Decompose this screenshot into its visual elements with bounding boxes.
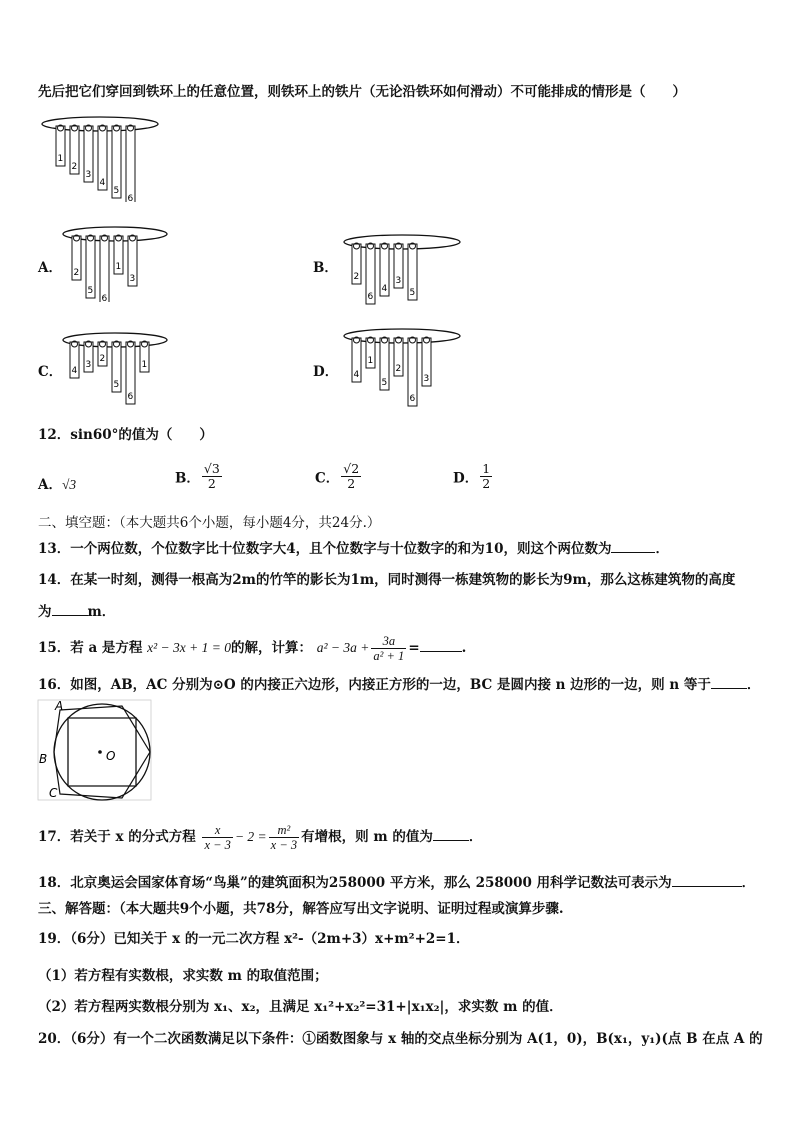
q17-post: 有增根，则 m 的值为	[301, 829, 433, 845]
iron-piece	[100, 236, 109, 302]
iron-piece-label: 1	[115, 262, 122, 272]
iron-piece-label: 2	[395, 364, 402, 374]
iron-piece-label: 3	[423, 374, 430, 384]
option-d-label: D．	[313, 364, 339, 380]
section-2-heading: 二、填空题：（本大题共6个小题，每小题4分，共24分.）	[38, 515, 381, 531]
ring-figure-a[interactable]	[60, 222, 170, 302]
q18-answer-blank[interactable]	[672, 874, 742, 887]
ring-figure-c[interactable]	[60, 328, 170, 408]
q13: 13．一个两位数，个位数字比十位数字大4，且个位数字与十位数字的和为10，则这个两位数为 ．	[38, 541, 669, 557]
iron-piece-label: 6	[127, 194, 134, 202]
q15: 15．若 a 是方程 x² − 3x + 1 = 0的解，计算： a² − 3a + $\frac{3a}{\text{a² + 1}}$ = .	[38, 634, 467, 663]
q13-answer-blank[interactable]	[611, 540, 655, 553]
q15-num: 3a	[371, 634, 406, 649]
q12-option-c-label: C．	[315, 470, 340, 487]
ring-figure-d[interactable]	[340, 324, 465, 412]
iron-piece-label: 5	[409, 288, 416, 298]
q17-mid: − 2 =	[234, 829, 267, 844]
ring-figure-b[interactable]	[340, 230, 465, 305]
q14-line2	[38, 603, 115, 621]
iron-piece-label: 3	[85, 360, 92, 370]
iron-piece-label: 2	[99, 354, 106, 364]
q12-option-d-den: 2	[482, 476, 491, 491]
q19: 19．（6分）已知关于 x 的一元二次方程 x²-（2m+3）x+m²+2=1．	[38, 931, 470, 947]
iron-piece-label: 4	[71, 366, 78, 376]
label-o: O	[106, 749, 116, 763]
q19-part1: （1）若方程有实数根，求实数 m 的取值范围；	[38, 968, 328, 984]
iron-piece-label: 2	[73, 268, 80, 278]
iron-piece-label: 5	[87, 286, 94, 296]
iron-piece-label: 4	[381, 284, 388, 294]
q12-option-a-math: √3	[61, 477, 77, 492]
q12-option-d[interactable]	[453, 462, 494, 491]
q17-den2: x − 3	[270, 838, 298, 852]
q13-text: 13．一个两位数，个位数字比十位数字大4，且个位数字与十位数字的和为10，则这个两位数为	[38, 541, 612, 557]
q19-part2: （2）若方程两实数根分别为 x₁、x₂，且满足 x₁²+x₂²=31+|x₁x₂|，求实数 m 的值．	[38, 999, 563, 1015]
q12-option-c[interactable]	[315, 462, 363, 491]
q15-expr: a² − 3a +	[316, 640, 370, 655]
q12-option-d-num: 1	[482, 461, 491, 476]
q17-pre: 17．若关于 x 的分式方程	[38, 829, 196, 845]
q12-option-a[interactable]	[38, 473, 76, 493]
iron-piece-label: 4	[353, 370, 360, 380]
q18: 18．北京奥运会国家体育场“鸟巢”的建筑面积为258000 平方米，那么 258000 用科学记数法可表示为 ．	[38, 875, 756, 891]
q15-mid: 的解，计算：	[231, 640, 313, 656]
iron-piece-label: 5	[113, 380, 120, 390]
q12-option-a-label: A．	[38, 477, 62, 493]
q16: 16．如图，AB，AC 分别为⊙O 的内接正六边形，内接正方形的一边，BC 是圆内接 n 边形的一边，则 n 等于 ．	[38, 677, 761, 693]
iron-piece-label: 2	[71, 162, 78, 172]
iron-piece-label: 3	[395, 276, 402, 286]
label-c: C	[49, 786, 58, 800]
q15-answer-blank[interactable]	[420, 639, 462, 652]
section-3-heading: 三、解答题：（本大题共9个小题，共78分，解答应写出文字说明、证明过程或演算步骤.	[38, 901, 564, 917]
q17: 17．若关于 x 的分式方程 $\frac{x}{x - 3}$ − 2 = $\frac{\text{m²}}{x - 3}$ 有增根，则 m 的值为 ．	[38, 823, 483, 852]
q16-text: 16．如图，AB，AC 分别为⊙O 的内接正六边形，内接正方形的一边，BC 是圆内接 n 边形的一边，则 n 等于	[38, 677, 711, 693]
center-point	[98, 750, 102, 754]
iron-piece-label: 6	[409, 394, 416, 404]
label-a: A	[55, 699, 64, 713]
iron-piece-label: 3	[85, 170, 92, 180]
iron-piece-label: 6	[101, 294, 108, 302]
q12-option-b-num: √3	[203, 461, 220, 476]
option-c-label: C．	[38, 364, 63, 380]
q12-option-b-den: 2	[207, 476, 216, 491]
q17-num2: m²	[269, 823, 299, 838]
intro-text: 先后把它们穿回到铁环上的任意位置，则铁环上的铁片（无论沿铁环如何滑动）不可能排成的情形是（ ）	[38, 84, 686, 100]
q12-option-c-num: √2	[343, 461, 360, 476]
q14-answer-blank[interactable]	[52, 603, 88, 616]
q20: 20．（6分）有一个二次函数满足以下条件：①函数图象与 x 轴的交点坐标分别为 A(1，0)，B(x₁，y₁)(点 B 在点 A 的	[38, 1031, 763, 1047]
iron-piece-label: 2	[353, 272, 360, 282]
q14-line2-post: m．	[87, 604, 116, 620]
iron-piece	[126, 126, 135, 202]
label-b: B	[39, 752, 48, 766]
iron-piece-label: 1	[141, 360, 148, 370]
option-b-label: B．	[313, 260, 338, 276]
q14-line2-pre: 为	[38, 604, 52, 620]
iron-piece-label: 1	[367, 356, 374, 366]
q15-equation: x² − 3x + 1 = 0	[147, 640, 232, 655]
q18-text: 18．北京奥运会国家体育场“鸟巢”的建筑面积为258000 平方米，那么 258000 用科学记数法可表示为	[38, 875, 672, 891]
iron-piece-label: 5	[113, 186, 120, 196]
q17-den1: x − 3	[204, 838, 231, 852]
q14-line1: 14．在某一时刻，测得一根高为2m的竹竿的影长为1m，同时测得一栋建筑物的影长为9m，那么这栋建筑物的高度	[38, 572, 736, 588]
q12-option-d-label: D．	[453, 470, 479, 487]
q17-answer-blank[interactable]	[433, 828, 469, 841]
ring-figure-original	[38, 112, 163, 202]
iron-piece-label: 6	[367, 292, 374, 302]
iron-piece-label: 3	[129, 274, 136, 284]
iron-piece-label: 4	[99, 178, 106, 188]
q12-option-c-den: 2	[347, 476, 356, 491]
inscribed-square	[68, 718, 136, 786]
q15-eqsign: =	[408, 640, 420, 656]
iron-piece-label: 5	[381, 378, 388, 388]
q15-pre: 15．若 a 是方程	[38, 640, 143, 656]
iron-piece-label: 6	[127, 392, 134, 402]
iron-piece-label: 1	[57, 154, 64, 164]
q12-option-b-label: B．	[175, 470, 200, 487]
option-a-label: A．	[38, 260, 62, 276]
circle-polygon-figure	[36, 698, 156, 802]
q12-stem: 12．sin60°的值为（ ）	[38, 427, 213, 443]
q15-den: a² + 1	[373, 649, 405, 663]
q16-answer-blank[interactable]	[711, 676, 747, 689]
q12-option-b[interactable]	[175, 462, 224, 491]
q17-num1: x	[202, 823, 232, 838]
